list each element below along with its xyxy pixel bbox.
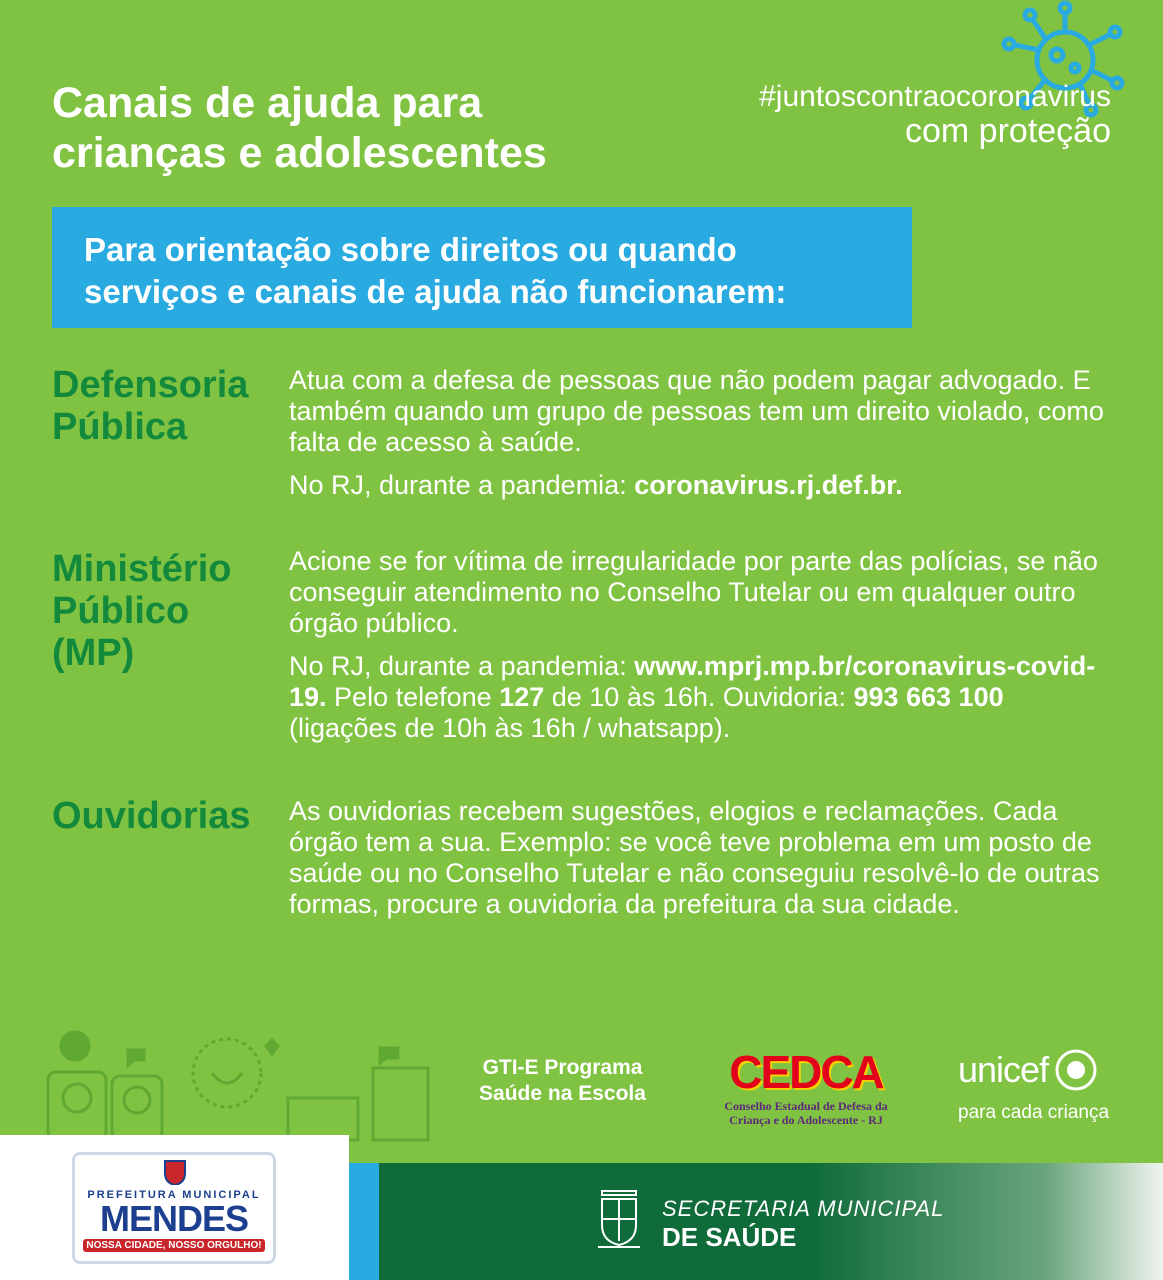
footer-divider [349,1163,379,1280]
section-title-defensoria [52,364,248,448]
city-name: MENDES [99,1198,249,1239]
gti-e-logo [470,1055,655,1107]
secretaria-line-2: DE SAÚDE [662,1222,797,1252]
section-body-defensoria [289,365,1109,513]
section-title-line: Pública [52,406,188,448]
hashtag-text: #juntoscontraocoronavirus [759,80,1111,113]
defensoria-link[interactable]: coronavirus.rj.def.br. [634,470,903,500]
section-note [289,651,1109,744]
section-note [289,470,1109,501]
cedca-wordmark: CEDCA [729,1046,883,1098]
banner-line-2: serviços e canais de ajuda não funcionarem: [84,273,787,310]
note-prefix: No RJ, durante a pandemia: [289,651,635,681]
municipal-crest-icon [594,1185,644,1255]
section-title-line: Ouvidorias [52,795,251,837]
title-line-1: Canais de ajuda para [52,79,483,127]
section-body-ouvidorias [289,796,1109,932]
phone-number: 127 [499,682,545,712]
section-title-mp [52,548,231,674]
section-title-line: Ministério [52,548,232,590]
unicef-wordmark: unicef [958,1049,1049,1090]
city-slogan: NOSSA CIDADE, NOSSO ORGULHO! [83,1239,265,1252]
note-prefix: No RJ, durante a pandemia: [289,470,635,500]
campaign-hashtag [759,80,1111,148]
orientation-banner [52,207,912,328]
gti-line: GTI-E Programa [482,1056,643,1079]
ouvidoria-phone: 993 663 100 [853,682,1004,712]
secretaria-line-1: SECRETARIA MUNICIPAL [662,1196,945,1221]
mprj-link[interactable]: www.mprj.mp.br/coronavirus-covid-19. [289,651,1096,712]
cedca-subtitle: Conselho Estadual de Defesa da [724,1099,888,1113]
unicef-logo [958,1048,1109,1124]
section-title-ouvidorias [52,795,251,837]
banner-line-1: Para orientação sobre direitos ou quando [84,231,737,268]
note-text: (ligações de 10h às 16h / whatsapp). [289,713,731,743]
secretaria-saude [662,1196,944,1253]
coat-of-arms-icon [163,1159,187,1185]
gti-line: Saúde na Escola [479,1082,646,1105]
section-title-line: (MP) [52,632,135,674]
prefeitura-label: PREFEITURA MUNICIPAL [87,1189,261,1201]
section-body-mp [289,546,1109,756]
note-text: Pelo telefone [326,682,500,712]
section-title-line: Defensoria [52,364,249,406]
cedca-logo [706,1045,906,1127]
hashtag-subtext: com proteção [905,112,1111,150]
mendes-logo [72,1152,276,1264]
community-illustration [40,1028,440,1143]
note-text: de 10 às 16h. Ouvidoria: [544,682,854,712]
title-line-2: crianças e adolescentes [52,129,547,177]
section-title-line: Público [52,590,190,632]
section-description: Acione se for vítima de irregularidade por parte das polícias, se não conseguir atendimento no Conselho Tutelar ou em qualquer outro órgão público. [289,546,1098,638]
section-description: As ouvidorias recebem sugestões, elogios e reclamações. Cada órgão tem a sua. Exemplo: se você teve problema em um posto de saúde ou no Conselho Tutelar e não conseguiu resolvê-lo de outras formas, procure a ouvidoria da prefeitura da sua cidade. [289,796,1100,919]
page-title [52,78,547,178]
section-description: Atua com a defesa de pessoas que não podem pagar advogado. E também quando um grupo de pessoas tem um direito violado, como falta de acesso à saúde. [289,365,1104,457]
cedca-subtitle: Criança e do Adolescente - RJ [729,1113,883,1127]
unicef-tagline: para cada criança [958,1102,1110,1123]
unicef-emblem-icon [1054,1048,1098,1092]
